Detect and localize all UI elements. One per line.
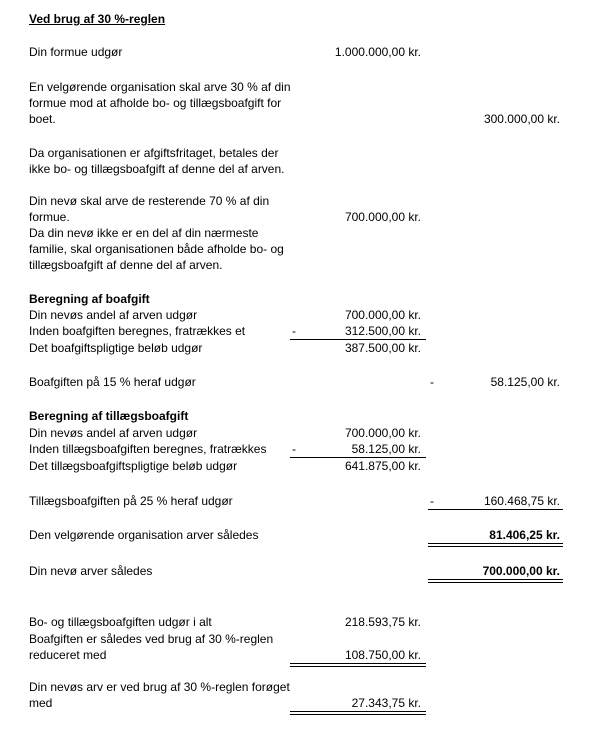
summary-total-value: 218.593,75 kr. xyxy=(344,615,421,629)
summary-total-label: Bo- og tillægsboafgiften udgør i alt xyxy=(29,615,212,629)
tillaeg-row-2-label: Inden tillægsboafgiften beregnes, fratrækkes xyxy=(29,442,267,456)
boafgift-result-value: 58.125,00 kr. xyxy=(490,375,560,389)
fritaget-text-1: Da organisationen er afgiftsfritaget, betales der xyxy=(29,146,279,160)
organisation-text-1: En velgørende organisation skal arve 30 % af din xyxy=(29,80,291,94)
tillaeg-row-1-value: 700.000,00 kr. xyxy=(344,426,421,440)
tillaeg-row-3-value: 641.875,00 kr. xyxy=(344,459,421,473)
summary-reduced-text-1: Boafgiften er således ved brug af 30 %-reglen xyxy=(29,632,274,646)
page-title: Ved brug af 30 %-reglen xyxy=(29,12,166,26)
summary-reduced-value: 108.750,00 kr. xyxy=(344,648,421,662)
tillaeg-row-3-label: Det tillægsboafgiftspligtige beløb udgør xyxy=(29,459,238,473)
boafgift-row-1-value: 700.000,00 kr. xyxy=(344,308,421,322)
tillaeg-heading: Beregning af tillægsboafgift xyxy=(29,409,189,423)
organisation-value: 300.000,00 kr. xyxy=(483,112,560,126)
organisation-text-2: formue mod at afholde bo- og tillægsboafgift for xyxy=(29,96,282,110)
nevo-text-3: Da din nevø ikke er en del af din nærmeste xyxy=(29,226,259,240)
boafgift-row-2-sign: - xyxy=(292,324,296,338)
formue-label: Din formue udgør xyxy=(29,45,123,59)
nevo-text-5: tillægsboafgift af denne del af arven. xyxy=(29,258,223,272)
boafgift-result-sign: - xyxy=(430,375,434,389)
boafgift-result-label: Boafgiften på 15 % heraf udgør xyxy=(29,375,196,389)
boafgift-row-3-value: 387.500,00 kr. xyxy=(344,341,421,355)
summary-increased-value: 27.343,75 kr. xyxy=(351,696,421,710)
nevo-arver-value: 700.000,00 kr. xyxy=(482,564,560,578)
tillaeg-subtotal-rule xyxy=(290,457,426,458)
nevo-text-1: Din nevø skal arve de resterende 70 % af din xyxy=(29,194,270,208)
nevo-text-4: familie, skal organisationen både afholde bo- og xyxy=(29,242,284,256)
organisation-text-3: boet. xyxy=(29,112,56,126)
nevo-arver-double-rule xyxy=(428,579,563,583)
nevo-text-2: formue. xyxy=(29,210,70,224)
formue-value: 1.000.000,00 kr. xyxy=(334,45,421,59)
summary-increased-text-1: Din nevøs arv er ved brug af 30 %-reglen forøget xyxy=(29,680,290,694)
summary-reduced-double-rule xyxy=(290,663,426,667)
boafgift-heading: Beregning af boafgift xyxy=(29,292,150,306)
boafgift-row-2-label: Inden boafgiften beregnes, fratrækkes et xyxy=(29,324,246,338)
summary-reduced-text-2: reduceret med xyxy=(29,648,107,662)
org-arver-double-rule xyxy=(428,543,563,547)
tillaeg-row-2-value: 58.125,00 kr. xyxy=(351,442,421,456)
nevo-value: 700.000,00 kr. xyxy=(344,210,421,224)
nevo-arver-label: Din nevø arver således xyxy=(29,564,153,578)
org-arver-label: Den velgørende organisation arver således xyxy=(29,528,259,542)
boafgift-row-2-value: 312.500,00 kr. xyxy=(344,324,421,338)
tillaeg-result-sign: - xyxy=(430,494,434,508)
tillaeg-result-label: Tillægsboafgiften på 25 % heraf udgør xyxy=(29,494,233,508)
boafgift-row-1-label: Din nevøs andel af arven udgør xyxy=(29,308,198,322)
tillaeg-result-value: 160.468,75 kr. xyxy=(483,494,560,508)
boafgift-subtotal-rule xyxy=(290,339,426,340)
tillaeg-row-2-sign: - xyxy=(292,442,296,456)
tillaeg-result-rule xyxy=(428,509,563,510)
tillaeg-row-1-label: Din nevøs andel af arven udgør xyxy=(29,426,198,440)
summary-increased-text-2: med xyxy=(29,696,53,710)
boafgift-row-3-label: Det boafgiftspligtige beløb udgør xyxy=(29,341,203,355)
fritaget-text-2: ikke bo- og tillægsboafgift af denne del af arven. xyxy=(29,162,285,176)
org-arver-value: 81.406,25 kr. xyxy=(489,528,560,542)
summary-increased-double-rule xyxy=(290,711,426,715)
